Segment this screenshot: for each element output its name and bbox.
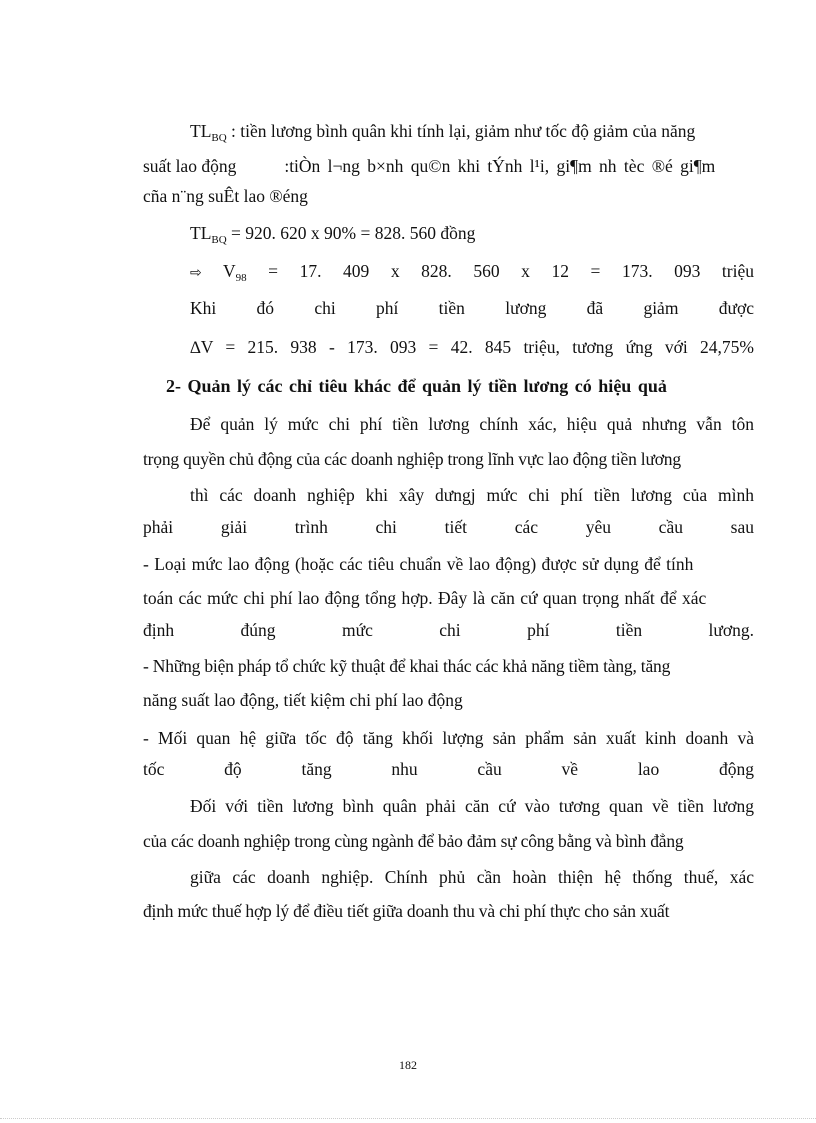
tl-definition-line-2 <box>143 155 754 177</box>
tl-formula <box>190 222 754 251</box>
tl-formula-variable: TL <box>190 223 212 243</box>
bullet-3-line-2: tốc độ tăng nhu cầu về lao động <box>143 759 754 779</box>
garbled-text: :tiÒn l¬ng b×nh qu©n khi tÝnh l¹i, gi¶m nh tèc ®é gi¶m <box>284 156 716 176</box>
garbled-text-line: cña n¨ng suÊt lao ®éng <box>143 186 308 206</box>
section-heading: 2- Quản lý các chỉ tiêu khác để quản lý tiền lương có hiệu quả <box>166 376 667 396</box>
tl-definition-text: : tiền lương bình quân khi tính lại, giảm như tốc độ giảm của năng <box>226 121 696 141</box>
paragraph-2-line-3: giữa các doanh nghiệp. Chính phủ cần hoàn thiện hệ thống thuế, xác <box>190 867 754 887</box>
page-number: 182 <box>399 1058 417 1072</box>
paragraph-2-line-4: định mức thuế hợp lý để điều tiết giữa doanh thu và chi phí thực cho sản xuất <box>143 901 670 921</box>
bullet-1-line-1: - Loại mức lao động (hoặc các tiêu chuẩn về lao động) được sử dụng để tính <box>143 554 694 574</box>
paragraph-2-line-2: của các doanh nghiệp trong cùng ngành để bảo đảm sự công bằng và bình đẳng <box>143 831 684 851</box>
paragraph-1-line-4: phải giải trình chi tiết các yêu cầu sau <box>143 517 754 537</box>
v98-formula <box>190 260 754 289</box>
cost-reduction-line: Khi đó chi phí tiền lương đã giảm được <box>190 298 754 318</box>
paragraph-1-line-2: trọng quyền chủ động của các doanh nghiệp trong lĩnh vực lao động tiền lương <box>143 449 681 469</box>
delta-v-formula: ∆V = 215. 938 - 173. 093 = 42. 845 triệu, tương ứng với 24,75% <box>190 337 754 357</box>
bullet-1-line-3: định đúng mức chi phí tiền lương. <box>143 620 754 640</box>
bullet-2-line-2: năng suất lao động, tiết kiệm chi phí lao động <box>143 690 463 710</box>
tl-definition-continued: suất lao động <box>143 156 237 176</box>
v98-variable: V <box>201 261 236 281</box>
bullet-1-line-2: toán các mức chi phí lao động tổng hợp. Đây là căn cứ quan trọng nhất để xác <box>143 588 707 608</box>
paragraph-2-line-1: Đối với tiền lương bình quân phải căn cứ vào tương quan về tiền lương <box>190 796 754 816</box>
arrow-right-icon: ⇨ <box>190 265 202 281</box>
bullet-3-line-1: - Mối quan hệ giữa tốc độ tăng khối lượng sản phẩm sản xuất kinh doanh và <box>143 728 754 748</box>
page-bottom-divider <box>0 1118 816 1119</box>
tl-formula-text: = 920. 620 x 90% = 828. 560 đồng <box>226 223 476 243</box>
v98-subscript: 98 <box>235 272 247 284</box>
tl-subscript: BQ <box>211 132 227 144</box>
tl-formula-subscript: BQ <box>211 234 227 246</box>
tl-definition-line <box>190 120 754 149</box>
bullet-2-line-1: - Những biện pháp tổ chức kỹ thuật để khai thác các khả năng tiềm tàng, tăng <box>143 656 671 676</box>
paragraph-1-line-1: Để quản lý mức chi phí tiền lương chính xác, hiệu quả nhưng vẫn tôn <box>190 414 754 434</box>
paragraph-1-line-3: thì các doanh nghiệp khi xây dưngj mức chi phí tiền lương của mình <box>190 485 754 505</box>
tl-variable: TL <box>190 121 212 141</box>
v98-formula-text: = 17. 409 x 828. 560 x 12 = 173. 093 triệu <box>246 261 755 281</box>
